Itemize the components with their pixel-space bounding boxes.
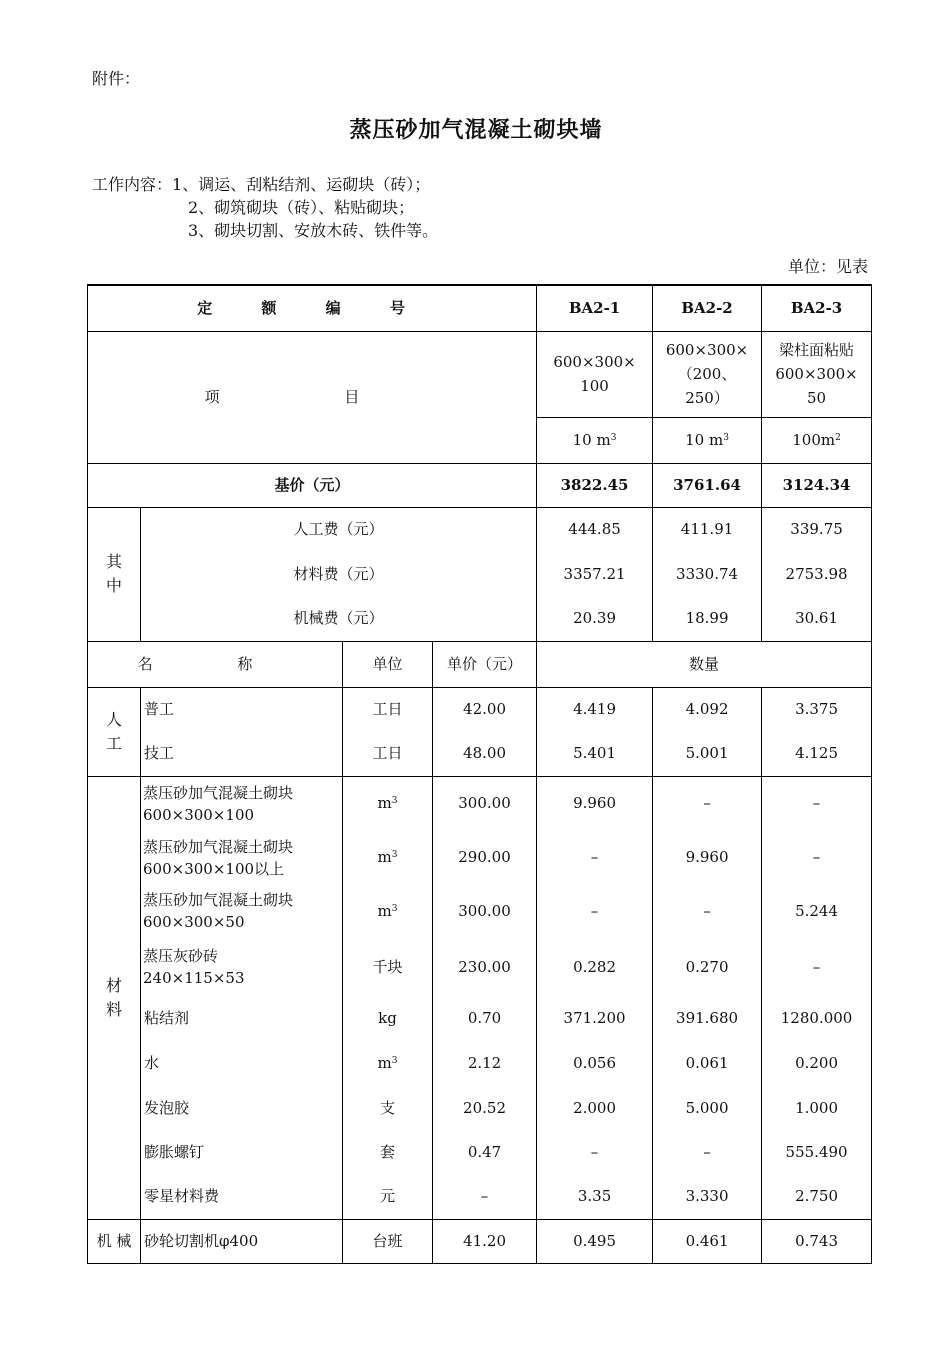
material-qty-3: – xyxy=(762,938,872,996)
labor-qty-1: 4.419 xyxy=(537,687,653,732)
cost-machine-3: 30.61 xyxy=(762,596,872,641)
material-price: 2.12 xyxy=(433,1041,537,1086)
labor-qty-3: 4.125 xyxy=(762,732,872,776)
cost-row-labor xyxy=(88,507,872,552)
material-qty-3: 1.000 xyxy=(762,1086,872,1130)
material-qty-1: – xyxy=(537,884,653,938)
labor-row-1 xyxy=(88,687,872,732)
material-name: 零星材料费 xyxy=(141,1174,343,1219)
quota-no-label: 定 额 编 号 xyxy=(88,285,537,331)
cost-labor-1: 444.85 xyxy=(537,507,653,552)
material-row-1 xyxy=(88,776,872,831)
material-qty-2: 3.330 xyxy=(653,1174,762,1219)
material-row-2 xyxy=(88,831,872,884)
material-qty-2: 0.061 xyxy=(653,1041,762,1086)
material-qty-3: 0.200 xyxy=(762,1041,872,1086)
cost-machine-1: 20.39 xyxy=(537,596,653,641)
work-content-label: 工作内容： xyxy=(92,175,173,194)
cost-machine-2: 18.99 xyxy=(653,596,762,641)
code-2: BA2-2 xyxy=(653,285,762,331)
material-qty-1: 3.35 xyxy=(537,1174,653,1219)
quota-code-row xyxy=(88,285,872,331)
machine-label: 机 械 xyxy=(88,1219,141,1263)
cost-material-3: 2753.98 xyxy=(762,552,872,596)
labor-qty-3: 3.375 xyxy=(762,687,872,732)
material-qty-1: 0.056 xyxy=(537,1041,653,1086)
material-qty-1: 371.200 xyxy=(537,996,653,1041)
cost-labor-3: 339.75 xyxy=(762,507,872,552)
spec-2: 600×300× （200、 250） xyxy=(653,331,762,417)
work-item-2: 2、砌筑砌块（砖）、粘贴砌块； xyxy=(188,198,415,217)
work-item-3: 3、砌块切割、安放木砖、铁件等。 xyxy=(188,221,439,240)
material-qty-2: – xyxy=(653,1130,762,1174)
col-header-unit: 单位 xyxy=(343,641,433,687)
material-row-3 xyxy=(88,884,872,938)
material-price: 290.00 xyxy=(433,831,537,884)
material-qty-1: – xyxy=(537,1130,653,1174)
document-title: 蒸压砂加气混凝土砌块墙 xyxy=(349,117,603,143)
cost-row-machine xyxy=(88,596,872,641)
material-row-6 xyxy=(88,1041,872,1086)
base-price-row xyxy=(88,463,872,507)
material-unit: $m^3$ xyxy=(343,776,433,831)
work-item-1: 1、调运、刮粘结剂、运砌块（砖）； xyxy=(172,175,431,194)
material-qty-3: 2.750 xyxy=(762,1174,872,1219)
machine-unit: 台班 xyxy=(343,1219,433,1263)
labor-qty-1: 5.401 xyxy=(537,732,653,776)
machine-row xyxy=(88,1219,872,1263)
material-name: 膨胀螺钉 xyxy=(141,1130,343,1174)
material-qty-2: – xyxy=(653,776,762,831)
among-label: 其 中 xyxy=(88,507,141,641)
cost-labor-2: 411.91 xyxy=(653,507,762,552)
material-row-7 xyxy=(88,1086,872,1130)
machine-qty-2: 0.461 xyxy=(653,1219,762,1263)
spec-row xyxy=(88,331,872,417)
material-name: 蒸压砂加气混凝土砌块 600×300×100 xyxy=(141,776,343,831)
attachment-label: 附件： xyxy=(92,69,141,88)
spec-unit-2: 10 $m^3$ xyxy=(653,417,762,463)
material-qty-3: 1280.000 xyxy=(762,996,872,1041)
labor-unit: 工日 xyxy=(343,687,433,732)
material-qty-3: 5.244 xyxy=(762,884,872,938)
column-header-row xyxy=(88,641,872,687)
item-label: 项 目 xyxy=(88,331,537,463)
material-qty-2: 5.000 xyxy=(653,1086,762,1130)
base-price-1: 3822.45 xyxy=(537,463,653,507)
material-unit: 千块 xyxy=(343,938,433,996)
material-unit: $m^3$ xyxy=(343,1041,433,1086)
material-qty-3: – xyxy=(762,831,872,884)
material-price: 0.70 xyxy=(433,996,537,1041)
material-row-5 xyxy=(88,996,872,1041)
cost-row-material xyxy=(88,552,872,596)
spec-1: 600×300× 100 xyxy=(537,331,653,417)
base-price-label: 基价（元） xyxy=(88,463,537,507)
material-label: 材 料 xyxy=(88,776,141,1219)
material-qty-1: 2.000 xyxy=(537,1086,653,1130)
quota-table xyxy=(87,284,872,1264)
material-qty-3: – xyxy=(762,776,872,831)
base-price-2: 3761.64 xyxy=(653,463,762,507)
material-qty-2: – xyxy=(653,884,762,938)
cost-label-material: 材料费（元） xyxy=(141,552,537,596)
labor-label: 人 工 xyxy=(88,687,141,776)
col-header-name: 名 称 xyxy=(88,641,343,687)
machine-price: 41.20 xyxy=(433,1219,537,1263)
material-qty-1: 0.282 xyxy=(537,938,653,996)
col-header-qty: 数量 xyxy=(537,641,872,687)
material-name: 发泡胶 xyxy=(141,1086,343,1130)
material-row-8 xyxy=(88,1130,872,1174)
material-unit: 支 xyxy=(343,1086,433,1130)
cost-label-machine: 机械费（元） xyxy=(141,596,537,641)
material-unit: kg xyxy=(343,996,433,1041)
material-row-9 xyxy=(88,1174,872,1219)
machine-name: 砂轮切割机φ400 xyxy=(141,1219,343,1263)
material-price: 20.52 xyxy=(433,1086,537,1130)
material-unit: $m^3$ xyxy=(343,884,433,938)
material-unit: 套 xyxy=(343,1130,433,1174)
material-qty-1: – xyxy=(537,831,653,884)
labor-price: 42.00 xyxy=(433,687,537,732)
labor-name: 技工 xyxy=(141,732,343,776)
labor-qty-2: 4.092 xyxy=(653,687,762,732)
spec-unit-1: 10 $m^3$ xyxy=(537,417,653,463)
material-qty-1: 9.960 xyxy=(537,776,653,831)
spec-unit-3: $100m^2$ xyxy=(762,417,872,463)
material-name: 蒸压砂加气混凝土砌块 600×300×100以上 xyxy=(141,831,343,884)
cost-material-1: 3357.21 xyxy=(537,552,653,596)
material-price: – xyxy=(433,1174,537,1219)
material-name: 粘结剂 xyxy=(141,996,343,1041)
labor-row-2 xyxy=(88,732,872,776)
labor-name: 普工 xyxy=(141,687,343,732)
material-price: 0.47 xyxy=(433,1130,537,1174)
material-name: 蒸压砂加气混凝土砌块 600×300×50 xyxy=(141,884,343,938)
code-3: BA2-3 xyxy=(762,285,872,331)
code-1: BA2-1 xyxy=(537,285,653,331)
material-price: 300.00 xyxy=(433,776,537,831)
cost-material-2: 3330.74 xyxy=(653,552,762,596)
material-row-4 xyxy=(88,938,872,996)
work-content xyxy=(92,172,430,195)
material-price: 300.00 xyxy=(433,884,537,938)
material-unit: $m^3$ xyxy=(343,831,433,884)
col-header-price: 单价（元） xyxy=(433,641,537,687)
cost-label-labor: 人工费（元） xyxy=(141,507,537,552)
machine-qty-3: 0.743 xyxy=(762,1219,872,1263)
machine-qty-1: 0.495 xyxy=(537,1219,653,1263)
labor-unit: 工日 xyxy=(343,732,433,776)
material-unit: 元 xyxy=(343,1174,433,1219)
material-price: 230.00 xyxy=(433,938,537,996)
material-qty-2: 0.270 xyxy=(653,938,762,996)
material-qty-3: 555.490 xyxy=(762,1130,872,1174)
labor-price: 48.00 xyxy=(433,732,537,776)
material-qty-2: 9.960 xyxy=(653,831,762,884)
material-name: 水 xyxy=(141,1041,343,1086)
material-qty-2: 391.680 xyxy=(653,996,762,1041)
base-price-3: 3124.34 xyxy=(762,463,872,507)
labor-qty-2: 5.001 xyxy=(653,732,762,776)
spec-3: 梁柱面粘贴 600×300× 50 xyxy=(762,331,872,417)
material-name: 蒸压灰砂砖 240×115×53 xyxy=(141,938,343,996)
unit-note: 单位：见表 xyxy=(787,257,868,276)
